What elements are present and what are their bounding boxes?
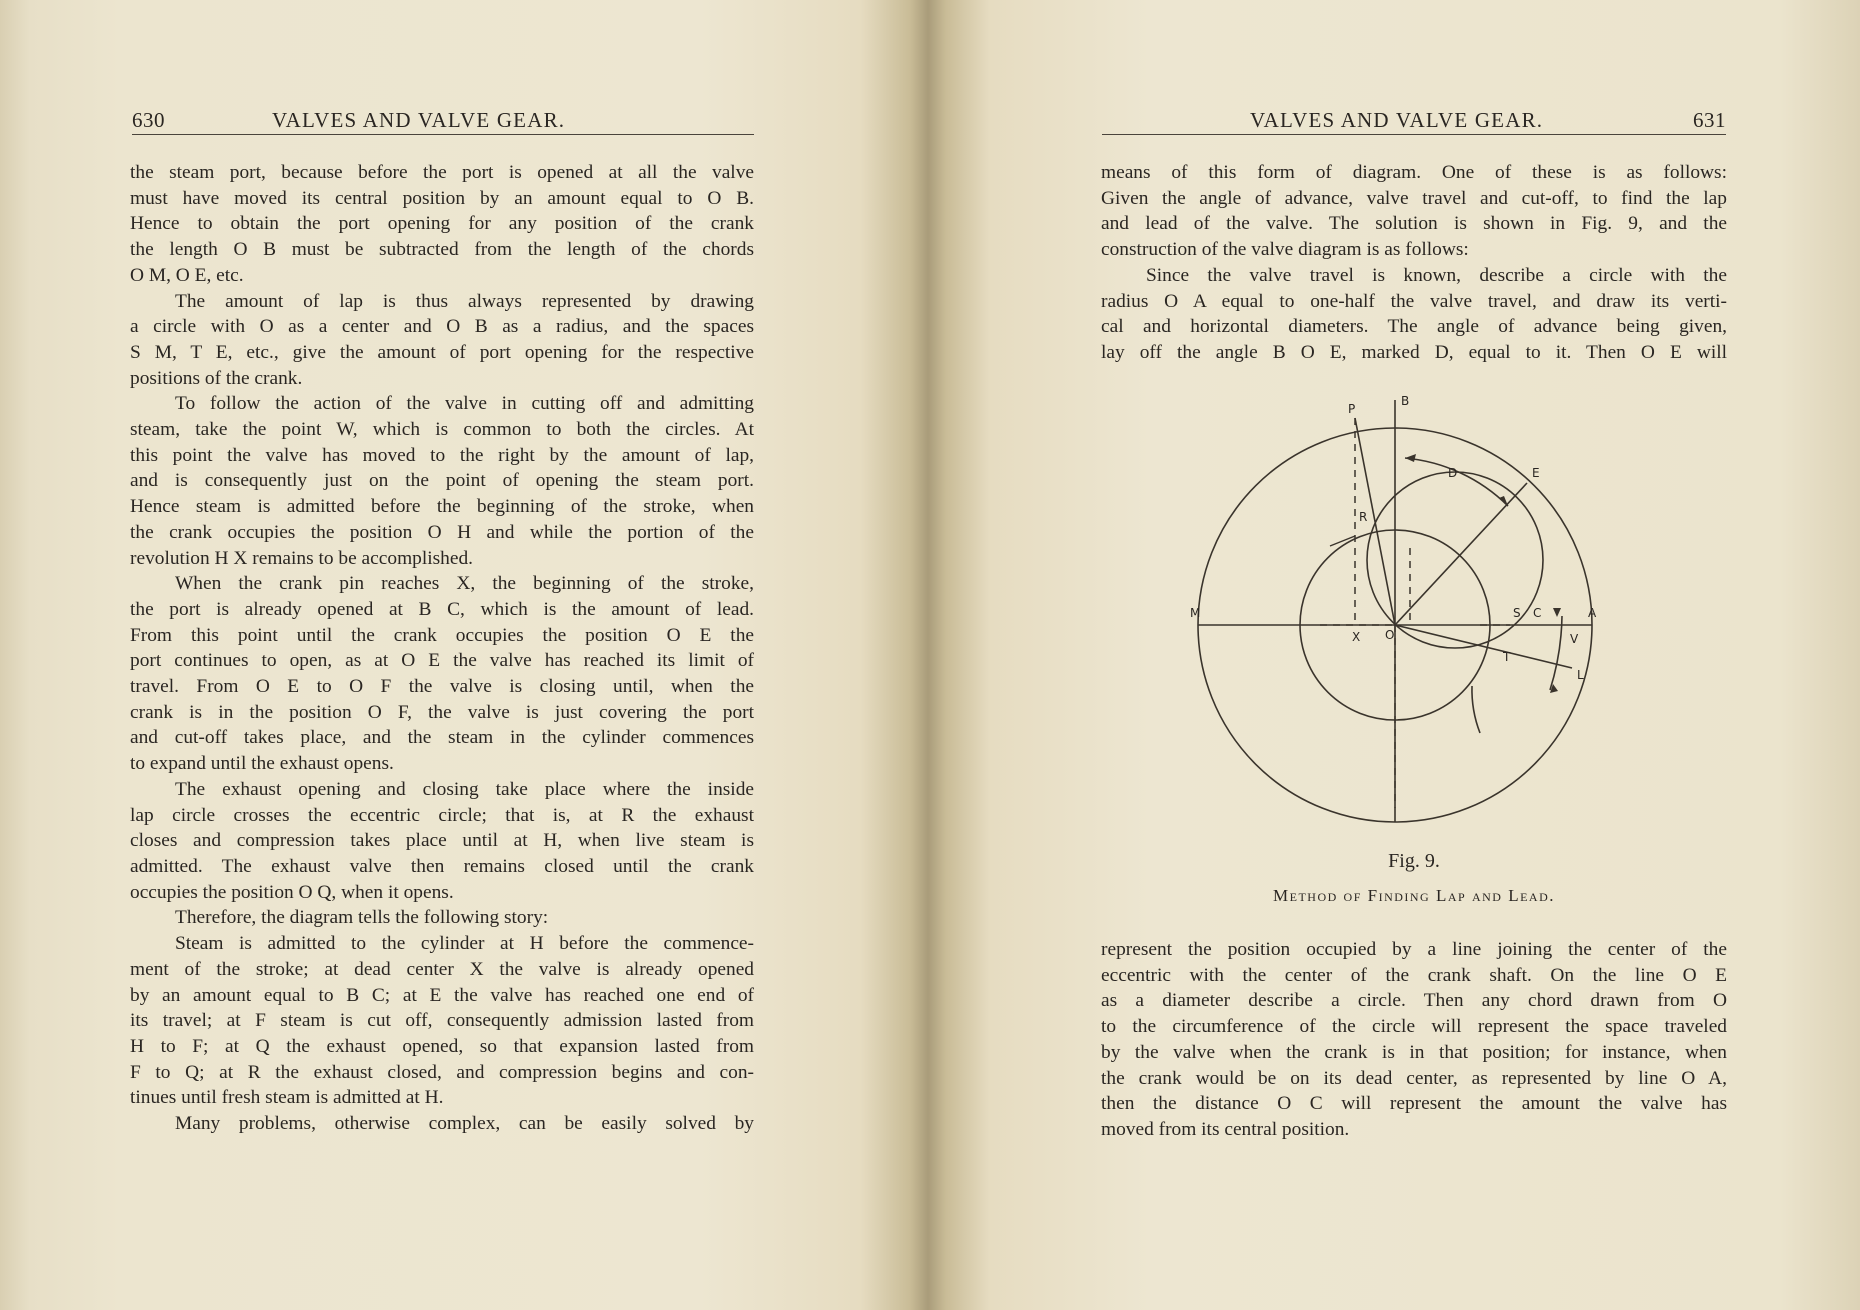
text-line: its travel; at F steam is cut off, consequently admission lasted from bbox=[130, 1010, 754, 1032]
running-title: VALVES AND VALVE GEAR. bbox=[1250, 108, 1544, 132]
text-line: and is consequently just on the point of opening the steam port. bbox=[130, 470, 754, 492]
text-line: closes and compression takes place until at H, when live steam is bbox=[130, 830, 754, 852]
text-line: Given the angle of advance, valve travel and cut-off, to find the lap bbox=[1101, 187, 1727, 209]
text-line: moved from its central position. bbox=[1101, 1118, 1350, 1140]
text-line: as a diameter describe a circle. Then any chord drawn from O bbox=[1101, 990, 1727, 1012]
label-t: T bbox=[1503, 650, 1511, 664]
label-d: D bbox=[1448, 466, 1458, 480]
text-line: Since the valve travel is known, describe a circle with the bbox=[1146, 264, 1727, 286]
text-line: radius O A equal to one-half the valve travel, and draw its verti- bbox=[1101, 290, 1727, 312]
right-body-text-top bbox=[1101, 160, 1727, 366]
text-line: by an amount equal to B C; at E the valve has reached one end of bbox=[130, 984, 754, 1006]
label-o: O bbox=[1385, 628, 1395, 642]
text-line: lap circle crosses the eccentric circle; that is, at R the exhaust bbox=[130, 804, 754, 826]
right-body-text-bottom bbox=[1101, 937, 1727, 1143]
text-line: the length O B must be subtracted from the length of the chords bbox=[130, 239, 754, 261]
text-line: crank is in the position O F, the valve is just covering the port bbox=[130, 701, 754, 723]
text-line: then the distance O C will represent the amount the valve has bbox=[1101, 1093, 1727, 1115]
text-line: port continues to open, as at O E the valve has reached its limit of bbox=[130, 650, 754, 672]
label-c: C bbox=[1533, 606, 1542, 620]
arrow-head bbox=[1499, 496, 1508, 506]
text-line: Hence steam is admitted before the beginning of the stroke, when bbox=[130, 496, 754, 518]
label-r: R bbox=[1359, 510, 1368, 524]
text-line: F to Q; at R the exhaust closed, and compression begins and con- bbox=[130, 1061, 754, 1083]
text-line: ment of the stroke; at dead center X the valve is already opened bbox=[130, 958, 754, 980]
text-line: admitted. The exhaust valve then remains closed until the crank bbox=[130, 855, 754, 877]
text-line: revolution H X remains to be accomplished. bbox=[130, 547, 474, 569]
valve-diagram-figure bbox=[1190, 388, 1620, 828]
text-line: to expand until the exhaust opens. bbox=[130, 753, 394, 775]
text-line: means of this form of diagram. One of these is as follows: bbox=[1101, 162, 1727, 183]
label-x: X bbox=[1352, 630, 1361, 644]
page-number: 630 bbox=[132, 108, 165, 132]
arrow-head bbox=[1405, 454, 1416, 462]
text-line: O M, O E, etc. bbox=[130, 264, 244, 286]
text-line: The amount of lap is thus always represented by drawing bbox=[175, 290, 754, 312]
text-line: travel. From O E to O F the valve is closing until, when the bbox=[130, 676, 754, 698]
label-e: E bbox=[1532, 466, 1540, 480]
label-v: V bbox=[1570, 632, 1579, 646]
running-head-left bbox=[132, 108, 754, 135]
text-line: The exhaust opening and closing take place where the inside bbox=[175, 778, 754, 800]
text-line: Steam is admitted to the cylinder at H before the commence- bbox=[175, 933, 754, 955]
text-line: a circle with O as a center and O B as a radius, and the spaces bbox=[130, 316, 754, 338]
page-number: 631 bbox=[1693, 108, 1726, 132]
text-line: Many problems, otherwise complex, can be easily solved by bbox=[175, 1113, 754, 1135]
text-line: and lead of the valve. The solution is shown in Fig. 9, and the bbox=[1101, 213, 1727, 235]
right-page bbox=[930, 0, 1860, 1310]
text-line: eccentric with the center of the crank shaft. On the line O E bbox=[1101, 964, 1727, 986]
text-line: Hence to obtain the port opening for any position of the crank bbox=[130, 213, 754, 235]
text-line: represent the position occupied by a line joining the center of the bbox=[1101, 939, 1727, 960]
text-line: From this point until the crank occupies the position O E the bbox=[130, 624, 754, 646]
label-a: A bbox=[1588, 606, 1597, 620]
text-line: this point the valve has moved to the right by the amount of lap, bbox=[130, 444, 754, 466]
text-line: the steam port, because before the port is opened at all the valve bbox=[130, 162, 754, 183]
text-line: by the valve when the crank is in that position; for instance, when bbox=[1101, 1041, 1727, 1063]
text-line: cal and horizontal diameters. The angle of advance being given, bbox=[1101, 316, 1727, 338]
label-m: M bbox=[1190, 606, 1201, 620]
text-line: the crank occupies the position O H and while the portion of the bbox=[130, 521, 754, 543]
text-line: to the circumference of the circle will represent the space traveled bbox=[1101, 1016, 1727, 1038]
label-l: L bbox=[1577, 668, 1584, 682]
text-line: When the crank pin reaches X, the beginning of the stroke, bbox=[175, 573, 754, 595]
text-line: H to F; at Q the exhaust opened, so that expansion lasted from bbox=[130, 1035, 754, 1057]
arc-t bbox=[1472, 686, 1480, 733]
text-line: positions of the crank. bbox=[130, 367, 303, 389]
text-line: lay off the angle B O E, marked D, equal to it. Then O E will bbox=[1101, 341, 1727, 363]
label-p: P bbox=[1348, 402, 1356, 416]
left-body-text bbox=[130, 160, 754, 1137]
text-line: occupies the position O Q, when it opens. bbox=[130, 881, 454, 903]
figure-caption: Fig. 9. bbox=[1388, 850, 1440, 872]
arrow-head bbox=[1553, 608, 1561, 617]
text-line: construction of the valve diagram is as follows: bbox=[1101, 239, 1469, 261]
text-line: S M, T E, etc., give the amount of port opening for the respective bbox=[130, 341, 754, 363]
text-line: the port is already opened at B C, which is the amount of lead. bbox=[130, 598, 754, 620]
text-line: must have moved its central position by an amount equal to O B. bbox=[130, 187, 754, 209]
text-line: and cut-off takes place, and the steam in the cylinder commences bbox=[130, 727, 754, 749]
valve-diagram bbox=[1190, 388, 1620, 828]
label-s: S bbox=[1513, 606, 1521, 620]
running-head-right bbox=[1102, 108, 1726, 135]
text-line: the crank would be on its dead center, as represented by line O A, bbox=[1101, 1067, 1727, 1089]
figure-title: Method of Finding Lap and Lead. bbox=[1273, 886, 1555, 905]
text-line: steam, take the point W, which is common to both the circles. At bbox=[130, 419, 754, 441]
label-b: B bbox=[1401, 394, 1410, 408]
arc-v bbox=[1550, 616, 1562, 690]
text-line: To follow the action of the valve in cutting off and admitting bbox=[175, 393, 754, 415]
running-title: VALVES AND VALVE GEAR. bbox=[272, 108, 566, 132]
text-line: Therefore, the diagram tells the following story: bbox=[175, 907, 549, 929]
text-line: tinues until fresh steam is admitted at H. bbox=[130, 1087, 444, 1109]
